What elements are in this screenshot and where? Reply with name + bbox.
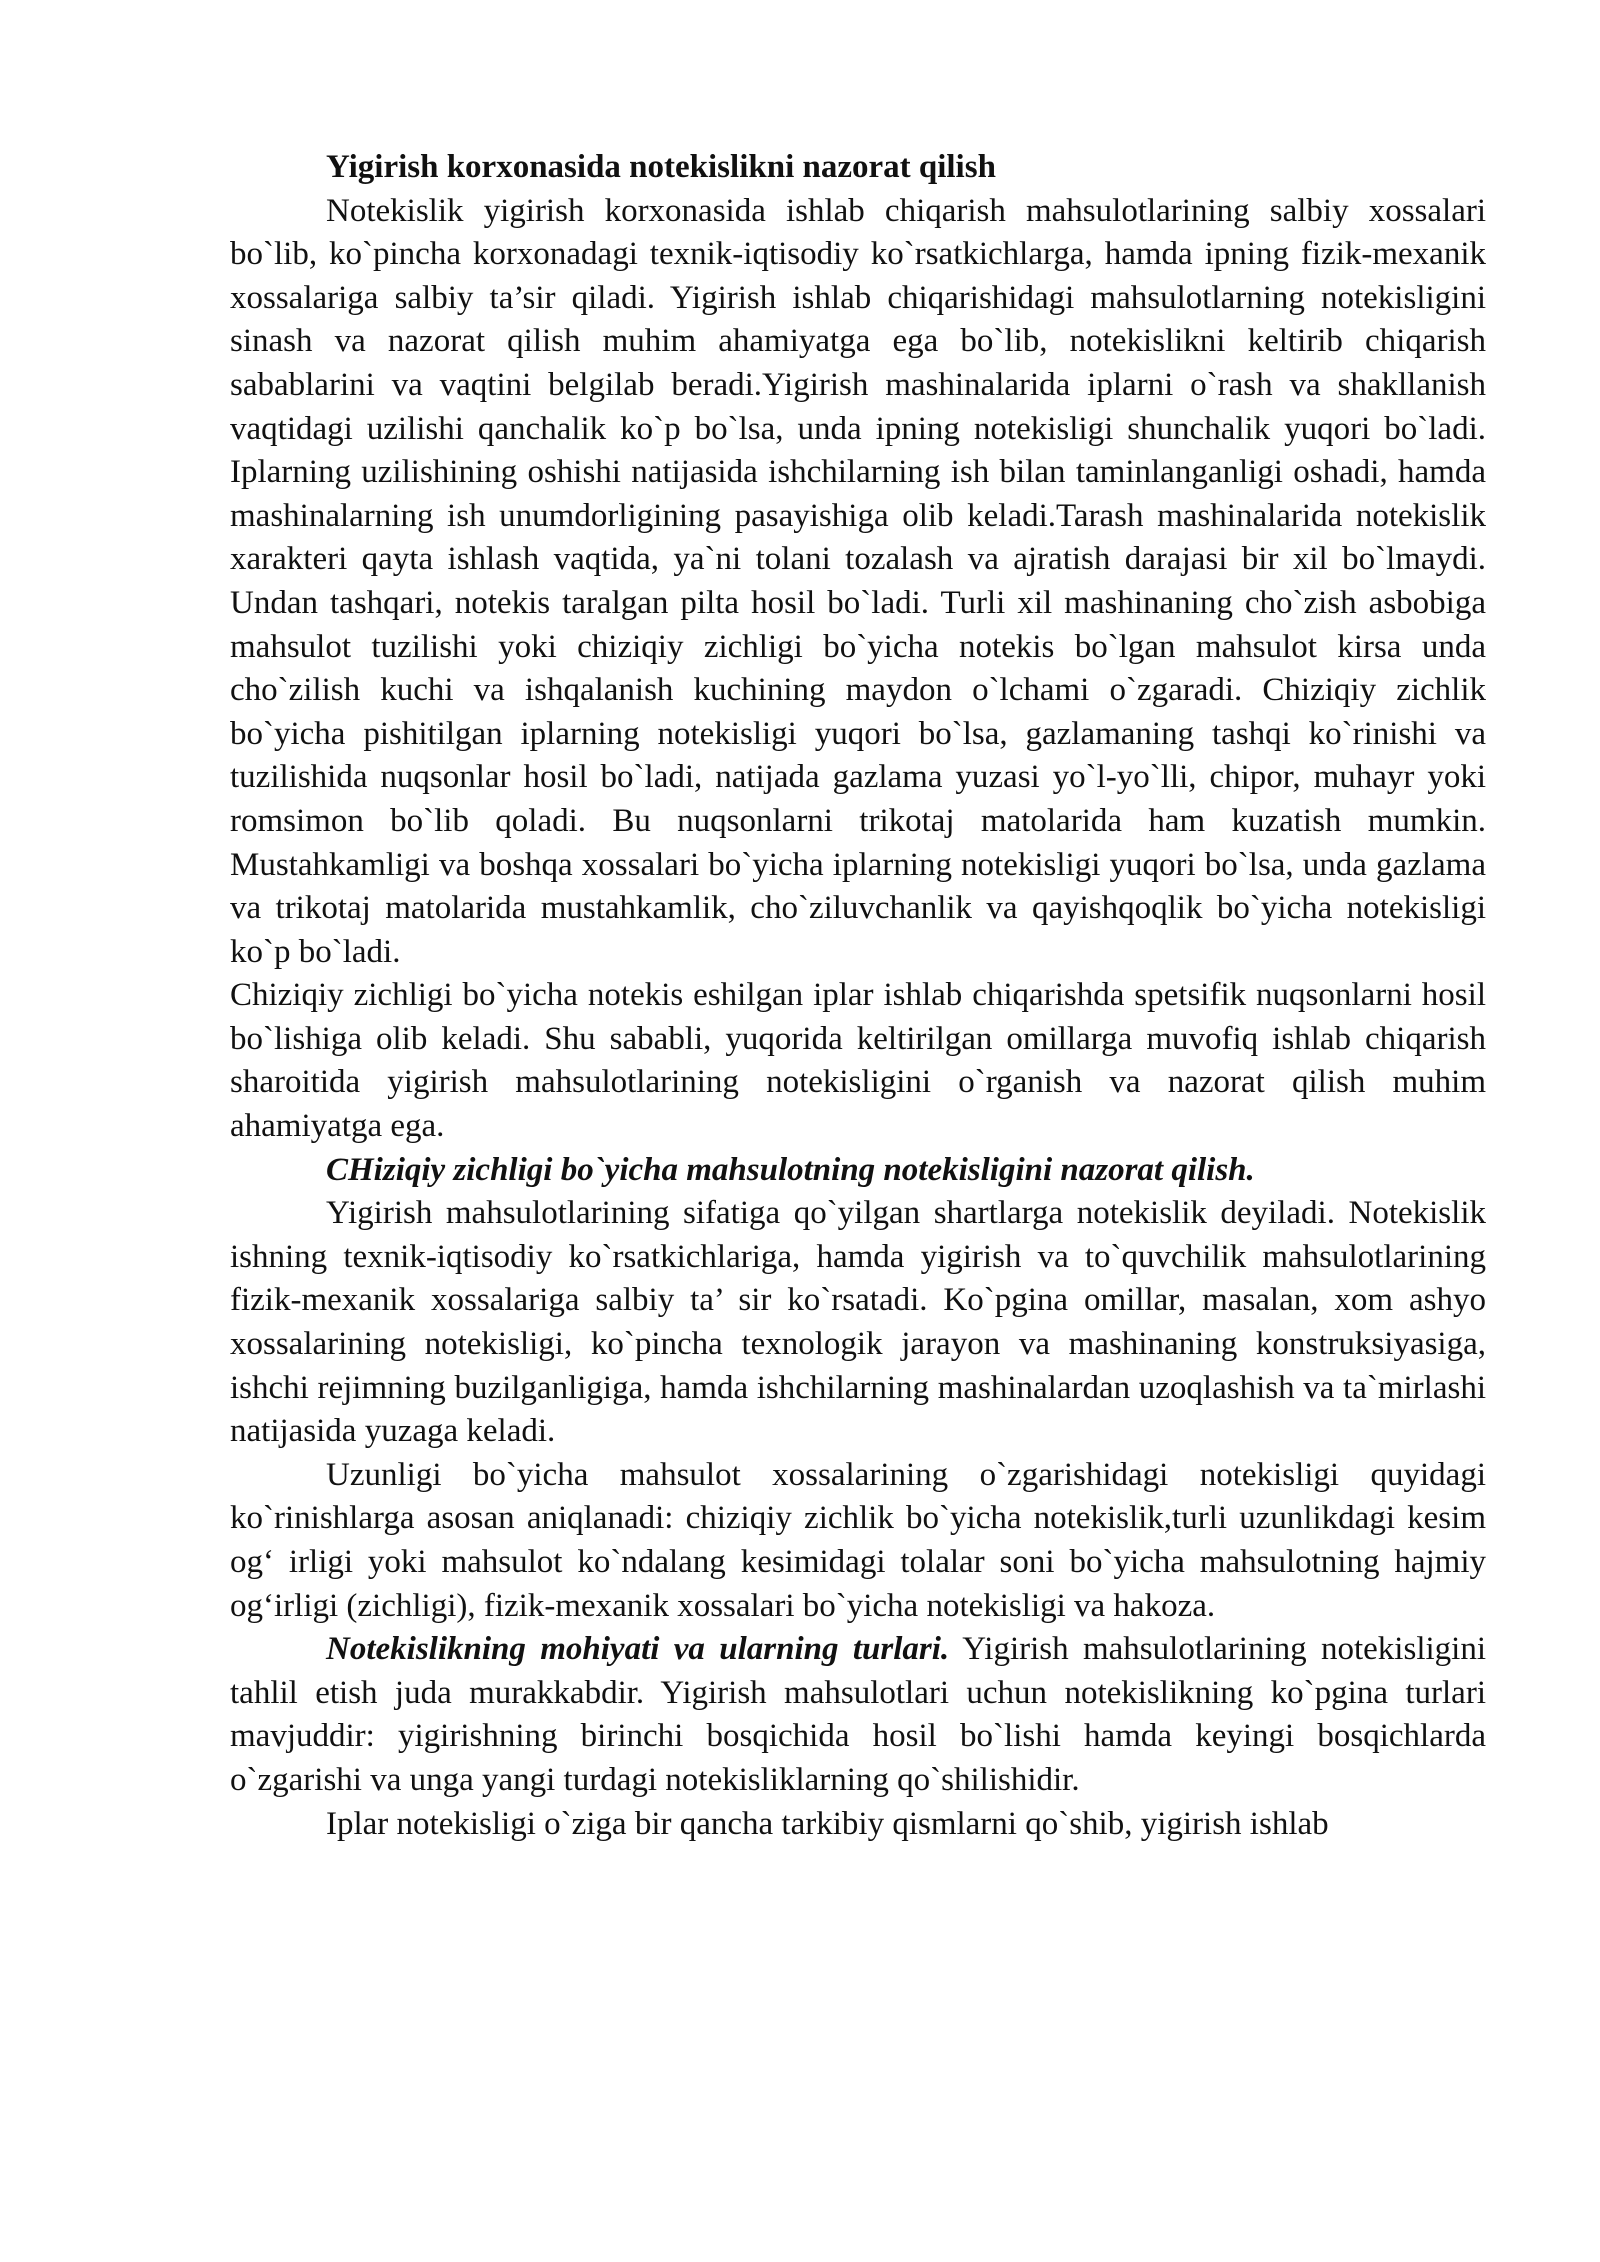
paragraph-3: Yigirish mahsulotlarining sifatiga qo`yilgan shartlarga notekislik deyiladi. Notekislik ishning texnik-iqtisodiy ko`rsatkichlariga, hamda yigirish va to`quvchilik mahsulotlarining fizik-mexanik xossalariga salbiy ta’ sir ko`rsatadi. Ko`pgina omillar, masalan, xom ashyo xossalarining notekisligi, ko`pincha texnologik jarayon va mashinaning konstruksiyasiga, ishchi rejimning buzilganligiga, hamda ishchilarning mashinalardan uzoqlashish va ta`mirlashi natijasida yuzaga keladi. [230,1195,1486,1450]
paragraph-5-body: Yigirish mahsulotlarining notekisligini tahlil etish juda murakkabdir. Yigirish mahsulotlari uchun notekislikning ko`pgina turlari mavjuddir: yigirishning birinchi bosqichida hosil bo`lishi hamda keyingi bosqichlarda o`zgarishi va unga yangi turdagi notekisliklarning qo`shilishidir. [230,1631,1486,1798]
paragraph-2: Chiziqiy zichligi bo`yicha notekis eshilgan iplar ishlab chiqarishda spetsifik nuqsonlarni hosil bo`lishiga olib keladi. Shu sababli, yuqorida keltirilgan omillarga muvofiq ishlab chiqarish sharoitida yigirish mahsulotlarining notekisligini o`rganish va nazorat qilish muhim ahamiyatga ega. [230,977,1486,1145]
document-page [230,146,1486,1846]
section-subheading: CHiziqiy zichligi bo`yicha mahsulotning notekisligini nazorat qilish. [326,1151,1255,1188]
paragraph-1: Notekislik yigirish korxonasida ishlab chiqarish mahsulotlarining salbiy xossalari bo`lib, ko`pincha korxonadagi texnik-iqtisodiy ko`rsatkichlarga, hamda ipning fizik-mexanik xossalariga salbiy ta’sir qiladi. Yigirish ishlab chiqarishidagi mahsulotlarning notekisligini sinash va nazorat qilish muhim ahamiyatga ega bo`lib, notekislikni keltirib chiqarish sabablarini va vaqtini belgilab beradi.Yigirish mashinalarida iplarni o`rash va shakllanish vaqtidagi uzilishi qanchalik ko`p bo`lsa, unda ipning notekisligi shunchalik yuqori bo`ladi. Iplarning uzilishining oshishi natijasida ishchilarning ish bilan taminlanganligi oshadi, hamda mashinalarning ish unumdorligining pasayishiga olib keladi.Tarash mashinalarida notekislik xarakteri qayta ishlash vaqtida, ya`ni tolani tozalash va ajratish darajasi bir xil bo`lmaydi. Undan tashqari, notekis taralgan pilta hosil bo`ladi. Turli xil mashinaning cho`zish asbobiga mahsulot tuzilishi yoki chiziqiy zichligi bo`yicha notekis bo`lgan mahsulot kirsa unda cho`zilish kuchi va ishqalanish kuchining maydon o`lchami o`zgaradi. Chiziqiy zichlik bo`yicha pishitilgan iplarning notekisligi yuqori bo`lsa, gazlamaning tashqi ko`rinishi va tuzilishida nuqsonlar hosil bo`ladi, natijada gazlama yuzasi yo`l-yo`lli, chipor, muhayr yoki romsimon bo`lib qoladi. Bu nuqsonlarni trikotaj matolarida ham kuzatish mumkin. Mustahkamligi va boshqa xossalari bo`yicha iplarning notekisligi yuqori bo`lsa, unda gazlama va trikotaj matolarida mustahkamlik, cho`ziluvchanlik va qayishqoqlik bo`yicha notekisligi ko`p bo`ladi. [230,192,1486,970]
paragraph-5 [230,1628,1486,1802]
paragraph-5-heading: Notekislikning mohiyati va ularning turlari. [326,1631,950,1668]
paragraph-4: Uzunligi bo`yicha mahsulot xossalarining o`zgarishidagi notekisligi quyidagi ko`rinishlarga asosan aniqlanadi: chiziqiy zichlik bo`yicha notekislik,turli uzunlikdagi kesim og‘ irligi yoki mahsulot ko`ndalang kesimidagi tolalar soni bo`yicha mahsulotning hajmiy og‘irligi (zichligi), fizik-mexanik xossalari bo`yicha notekisligi va hakoza. [230,1456,1486,1624]
document-title: Yigirish korxonasida notekislikni nazorat qilish [326,149,996,185]
paragraph-6: Iplar notekisligi o`ziga bir qancha tarkibiy qismlarni qo`shib, yigirish ishlab [326,1805,1329,1842]
